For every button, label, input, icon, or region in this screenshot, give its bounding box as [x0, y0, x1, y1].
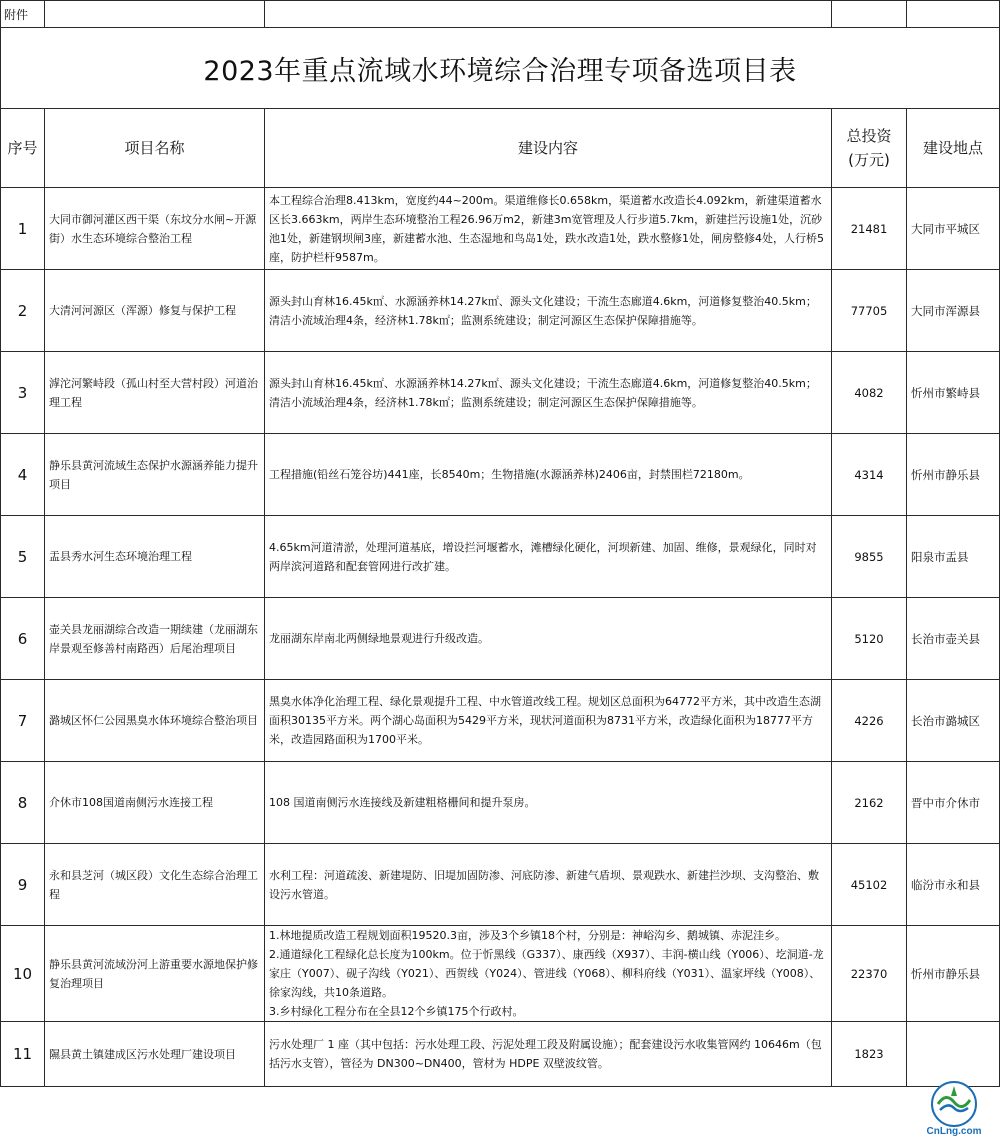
- project-investment: 45102: [832, 844, 907, 926]
- project-content: [265, 926, 832, 1022]
- col-header-no: 序号: [1, 109, 45, 188]
- project-location: 大同市平城区: [907, 188, 1000, 270]
- content-paragraph: 2.通道绿化工程绿化总长度为100km。位于忻黑线（G337）、康西线（X937）、丰润-横山线（Y006）、圪洞道-龙家庄（Y007）、砚子沟线（Y021）、西贺线（Y024）、管进线（Y068）、柳科府线（Y031）、温家坪线（Y008）、徐家沟线，共10条道路。: [269, 948, 824, 999]
- project-location: 长治市潞城区: [907, 680, 1000, 762]
- row-number: 11: [1, 1022, 45, 1087]
- project-name: 盂县秀水河生态环境治理工程: [45, 516, 265, 598]
- row-number: 1: [1, 188, 45, 270]
- col-header-content: 建设内容: [265, 109, 832, 188]
- col-header-name: 项目名称: [45, 109, 265, 188]
- project-location: 临汾市永和县: [907, 844, 1000, 926]
- row-number: 5: [1, 516, 45, 598]
- project-investment: 22370: [832, 926, 907, 1022]
- content-paragraph: 龙丽湖东岸南北两侧绿地景观进行升级改造。: [269, 632, 489, 645]
- table-row: [1, 844, 1000, 926]
- project-name: 大同市御河灌区西干渠（东坟分水闸~开源街）水生态环境综合整治工程: [45, 188, 265, 270]
- project-name: 隰县黄土镇建成区污水处理厂建设项目: [45, 1022, 265, 1087]
- row-number: 7: [1, 680, 45, 762]
- project-location: 晋中市介休市: [907, 762, 1000, 844]
- project-content: [265, 598, 832, 680]
- page-title: 2023年重点流域水环境综合治理专项备选项目表: [1, 28, 1000, 109]
- col-header-investment: [832, 109, 907, 188]
- project-content: [265, 434, 832, 516]
- table-row: [1, 352, 1000, 434]
- table-row: [1, 598, 1000, 680]
- project-investment: 9855: [832, 516, 907, 598]
- project-name: 介休市108国道南侧污水连接工程: [45, 762, 265, 844]
- project-investment: 2162: [832, 762, 907, 844]
- content-paragraph: 黑臭水体净化治理工程、绿化景观提升工程、中水管道改线工程。规划区总面积为64772平方米，其中改造生态湖面积30135平方米。两个湖心岛面积为5429平方米，现状河道面积为8731平方米，改造绿化面积为18777平方米，改造园路面积为1700平米。: [269, 695, 821, 746]
- title-row: [1, 28, 1000, 109]
- attachment-label: 附件: [1, 1, 45, 28]
- table-row: [1, 434, 1000, 516]
- investment-header-line1: 总投资: [846, 127, 892, 145]
- project-content: [265, 516, 832, 598]
- project-name: 静乐县黄河流域汾河上游重要水源地保护修复治理项目: [45, 926, 265, 1022]
- table-row: [1, 188, 1000, 270]
- project-content: [265, 188, 832, 270]
- project-investment: 4082: [832, 352, 907, 434]
- table-row: [1, 926, 1000, 1022]
- project-content: [265, 270, 832, 352]
- row-number: 6: [1, 598, 45, 680]
- watermark-text: CnLng.com: [926, 1126, 982, 1136]
- project-investment: 4226: [832, 680, 907, 762]
- content-paragraph: 108 国道南侧污水连接线及新建粗格栅间和提升泵房。: [269, 796, 536, 809]
- project-content: [265, 680, 832, 762]
- project-investment: 1823: [832, 1022, 907, 1087]
- table-row: [1, 270, 1000, 352]
- project-content: [265, 352, 832, 434]
- header-row: [1, 109, 1000, 188]
- table-body: [1, 188, 1000, 1087]
- table-row: [1, 1022, 1000, 1087]
- project-name: 潞城区怀仁公园黑臭水体环境综合整治项目: [45, 680, 265, 762]
- content-paragraph: 污水处理厂 1 座（其中包括：污水处理工段、污泥处理工段及附属设施）；配套建设污水收集管网约 10646m（包括污水支管），管径为 DN300~DN400，管材为 HDPE 双壁波纹管。: [269, 1038, 822, 1070]
- content-paragraph: 源头封山育林16.45k㎡、水源涵养林14.27k㎡、源头文化建设；干流生态廊道4.6km，河道修复整治40.5km；清洁小流域治理4条，经济林1.78k㎡；监测系统建设；制定河源区生态保护保障措施等。: [269, 376, 817, 409]
- project-location: 忻州市繁峙县: [907, 352, 1000, 434]
- attachment-row: [1, 1, 1000, 28]
- project-location: 阳泉市盂县: [907, 516, 1000, 598]
- table-row: [1, 762, 1000, 844]
- project-content: [265, 1022, 832, 1087]
- project-investment: 4314: [832, 434, 907, 516]
- project-location: [907, 1022, 1000, 1087]
- content-paragraph: 1.林地提质改造工程规划面积19520.3亩，涉及3个乡镇18个村，分别是：神峪沟乡、鹅城镇、赤泥洼乡。: [269, 929, 786, 942]
- project-location: 大同市浑源县: [907, 270, 1000, 352]
- project-location: 长治市壶关县: [907, 598, 1000, 680]
- table-row: [1, 516, 1000, 598]
- project-location: 忻州市静乐县: [907, 926, 1000, 1022]
- row-number: 9: [1, 844, 45, 926]
- col-header-location: 建设地点: [907, 109, 1000, 188]
- row-number: 3: [1, 352, 45, 434]
- table-row: [1, 680, 1000, 762]
- content-paragraph: 3.乡村绿化工程分布在全县12个乡镇175个行政村。: [269, 1005, 524, 1018]
- project-name: 滹沱河繁峙段（孤山村至大营村段）河道治理工程: [45, 352, 265, 434]
- content-paragraph: 水利工程：河道疏浚、新建堤防、旧堤加固防渗、河底防渗、新建气盾坝、景观跌水、新建拦沙坝、支沟整治、敷设污水管道。: [269, 868, 819, 901]
- project-investment: 5120: [832, 598, 907, 680]
- project-name: 大清河河源区（浑源）修复与保护工程: [45, 270, 265, 352]
- project-name: 永和县芝河（城区段）文化生态综合治理工程: [45, 844, 265, 926]
- content-paragraph: 工程措施(铅丝石笼谷坊)441座，长8540m；生物措施(水源涵养林)2406亩，封禁围栏72180m。: [269, 468, 750, 481]
- content-paragraph: 源头封山育林16.45k㎡、水源涵养林14.27k㎡、源头文化建设；干流生态廊道4.6km，河道修复整治40.5km；清洁小流域治理4条，经济林1.78k㎡；监测系统建设；制定河源区生态保护保障措施等。: [269, 294, 817, 327]
- project-investment: 77705: [832, 270, 907, 352]
- project-name: 壶关县龙丽湖综合改造一期续建（龙丽湖东岸景观至修善村南路西）后尾治理项目: [45, 598, 265, 680]
- project-content: [265, 844, 832, 926]
- row-number: 4: [1, 434, 45, 516]
- project-location: 忻州市静乐县: [907, 434, 1000, 516]
- project-content: [265, 762, 832, 844]
- content-paragraph: 本工程综合治理8.413km，宽度约44~200m。渠道维修长0.658km，渠道蓄水改造长4.092km，新建渠道蓄水区长3.663km，两岸生态环境整治工程26.96万m2，新建3m宽管理及人行步道5.7km，新建拦污设施1处，沉砂池1处，新建钢坝闸3座，新建蓄水池、生态湿地和鸟岛1处，跌水改造1处，跌水整修1处，闸房整修4处，人行桥5座，防护栏杆9587m。: [269, 193, 824, 264]
- row-number: 8: [1, 762, 45, 844]
- project-investment: 21481: [832, 188, 907, 270]
- row-number: 2: [1, 270, 45, 352]
- project-name: 静乐县黄河流域生态保护水源涵养能力提升项目: [45, 434, 265, 516]
- site-logo: [924, 1078, 984, 1136]
- row-number: 10: [1, 926, 45, 1022]
- content-paragraph: 4.65km河道清淤，处理河道基底，增设拦河堰蓄水，滩槽绿化硬化，河坝新建、加固、维修，景观绿化，同时对两岸滨河道路和配套管网进行改扩建。: [269, 540, 817, 573]
- investment-header-line2: (万元): [848, 151, 890, 169]
